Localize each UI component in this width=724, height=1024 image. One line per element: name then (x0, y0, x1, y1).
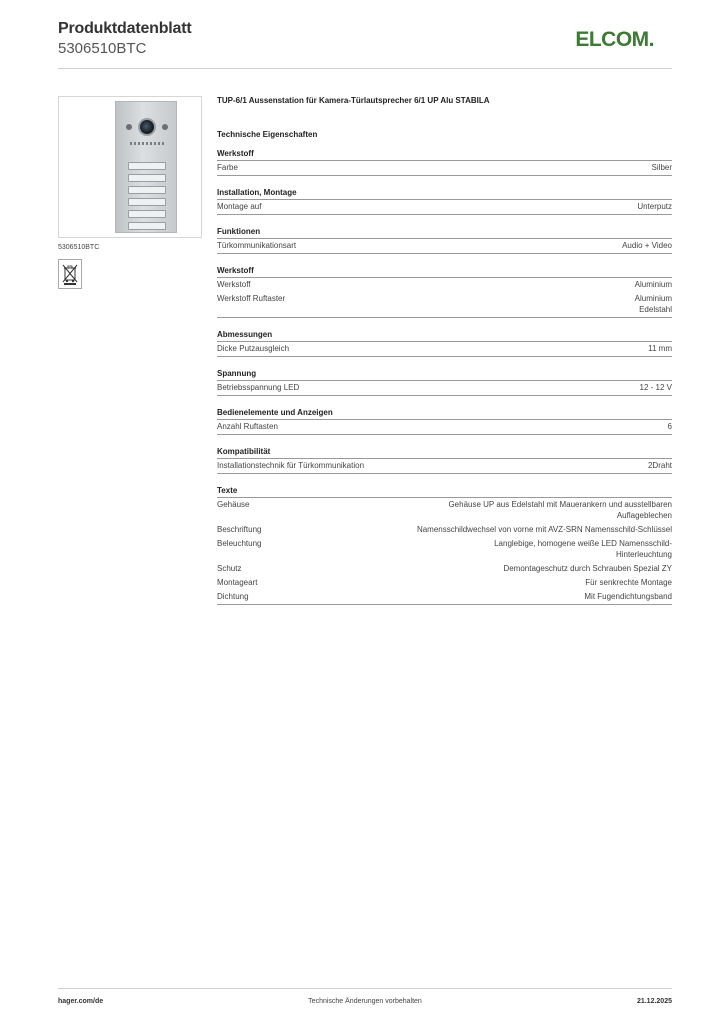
spec-label: Betriebsspannung LED (217, 383, 300, 392)
spec-value-line-1: Aluminium (634, 294, 672, 303)
spec-group-voltage (217, 369, 672, 396)
spec-label: Dicke Putzausgleich (217, 344, 290, 353)
group-heading: Werkstoff (217, 266, 672, 278)
spec-row (217, 200, 672, 215)
spec-value: Demontageschutz durch Schrauben Spezial ZY (503, 564, 672, 573)
spec-row (217, 278, 672, 292)
spec-row (217, 161, 672, 176)
spec-label: Anzahl Ruftasten (217, 422, 278, 431)
header-divider (58, 68, 672, 69)
spec-label: Installationstechnik für Türkommunikation (217, 461, 365, 470)
spec-label: Türkommunikationsart (217, 241, 297, 250)
document-title: Produktdatenblatt (58, 20, 192, 37)
spec-row (217, 537, 672, 562)
camera-lens-icon (138, 118, 156, 136)
product-name: TUP-6/1 Aussenstation für Kamera-Türlautsprecher 6/1 UP Alu STABILA (217, 96, 490, 105)
spec-label: Farbe (217, 163, 238, 172)
group-heading: Funktionen (217, 227, 672, 239)
spec-label: Schutz (217, 564, 242, 573)
spec-value: 6 (667, 422, 672, 431)
document-date: 21.12.2025 (636, 998, 672, 1005)
call-button-3 (128, 186, 166, 194)
website-link[interactable]: hager.com/de (58, 998, 104, 1005)
spec-row (217, 292, 672, 318)
call-button-1 (128, 162, 166, 170)
spec-value: Silber (651, 163, 672, 172)
document-header (58, 20, 672, 70)
disclaimer-note: Technische Änderungen vorbehalten (308, 998, 422, 1005)
spec-row (217, 342, 672, 357)
spec-label: Werkstoff Ruftaster (217, 294, 286, 303)
spec-label: Montageart (217, 578, 258, 587)
group-heading: Texte (217, 486, 672, 498)
call-button-4 (128, 198, 166, 206)
spec-value: Audio + Video (622, 241, 672, 250)
product-image-column (58, 96, 202, 289)
weee-bin-icon (58, 259, 82, 289)
spec-label: Beleuchtung (217, 539, 262, 548)
document-footer (58, 998, 672, 1010)
product-image (58, 96, 202, 238)
group-heading: Werkstoff (217, 149, 672, 161)
spec-row (217, 381, 672, 396)
spec-label: Werkstoff (217, 280, 251, 289)
spec-value: Aluminium (634, 280, 672, 289)
spec-value: Gehäuse UP aus Edelstahl mit Mauerankern und ausstellbaren Auflageblechen (448, 500, 672, 520)
spec-group-functions (217, 227, 672, 254)
spec-value: Mit Fugendichtungsband (584, 592, 672, 601)
spec-value: Langlebige, homogene weiße LED Namensschild-Hinterleuchtung (494, 539, 672, 559)
spec-row (217, 590, 672, 605)
spec-label: Beschriftung (217, 525, 262, 534)
sensor-icon (162, 124, 168, 130)
spec-value: 12 - 12 V (639, 383, 672, 392)
spec-group-controls (217, 408, 672, 435)
speaker-grille (130, 142, 164, 145)
spec-value: 11 mm (648, 344, 672, 353)
door-station-panel (115, 101, 177, 233)
spec-row (217, 523, 672, 537)
microphone-icon (126, 124, 132, 130)
spec-value-line-2: Edelstahl (639, 305, 672, 314)
spec-label: Dichtung (217, 592, 249, 601)
spec-group-material-2 (217, 266, 672, 318)
group-heading: Abmessungen (217, 330, 672, 342)
group-heading: Kompatibilität (217, 447, 672, 459)
spec-group-texts (217, 486, 672, 605)
spec-value: Für senkrechte Montage (585, 578, 672, 587)
call-button-6 (128, 222, 166, 230)
spec-row (217, 459, 672, 474)
spec-label: Montage auf (217, 202, 262, 211)
spec-group-compatibility (217, 447, 672, 474)
spec-row (217, 239, 672, 254)
spec-value (635, 293, 672, 315)
group-heading: Installation, Montage (217, 188, 672, 200)
spec-row (217, 498, 672, 523)
spec-value: Namensschildwechsel von vorne mit AVZ-SRN Namensschild-Schlüssel (416, 525, 672, 534)
spec-value: Unterputz (637, 202, 672, 211)
group-heading: Spannung (217, 369, 672, 381)
call-button-2 (128, 174, 166, 182)
spec-group-dimensions (217, 330, 672, 357)
elcom-logo: ELCOM. (575, 28, 654, 51)
image-caption: 5306510BTC (58, 244, 100, 251)
spec-group-material (217, 149, 672, 176)
specification-column (217, 96, 672, 605)
spec-value: 2Draht (647, 461, 672, 470)
group-heading: Bedienelemente und Anzeigen (217, 408, 672, 420)
footer-divider (58, 988, 672, 989)
section-title: Technische Eigenschaften (217, 130, 318, 139)
spec-row (217, 420, 672, 435)
spec-group-installation (217, 188, 672, 215)
spec-row (217, 576, 672, 590)
call-button-5 (128, 210, 166, 218)
spec-label: Gehäuse (217, 500, 250, 509)
spec-row (217, 562, 672, 576)
article-number: 5306510BTC (58, 40, 147, 57)
